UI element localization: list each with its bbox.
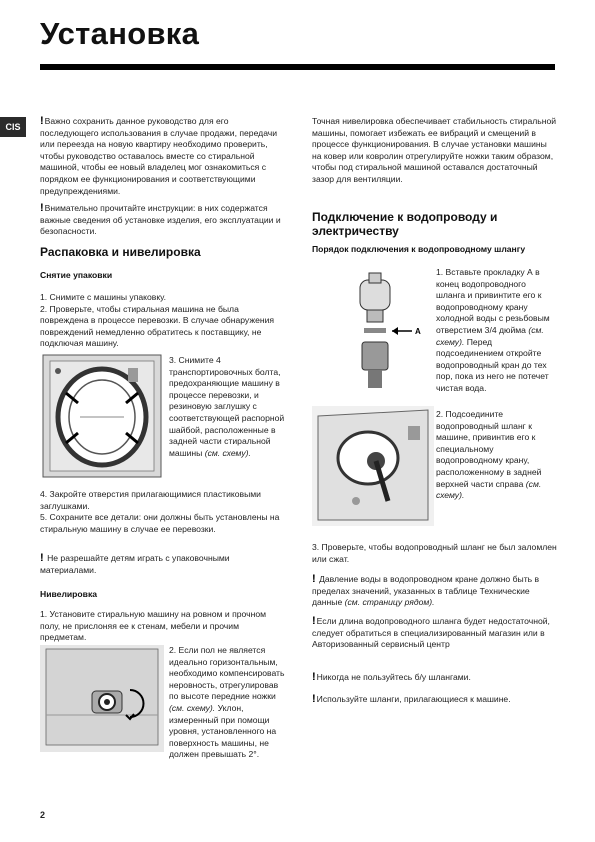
washer-back-diagram (40, 353, 164, 480)
warning-icon: ! (312, 615, 316, 627)
language-tab: CIS (0, 117, 26, 137)
warning-icon: ! (312, 573, 316, 585)
unpack-steps-1-2: 1. Снимите с машины упаковку. 2. Проверьте, чтобы стиральная машина не была повреждена в процессе перевозки. В случае обнаружения повреждений немедленно обратитесь к поставщику, не подключая машину. (40, 292, 275, 349)
section-title-unpacking: Распаковка и нивелировка (40, 245, 201, 259)
tap-hose-diagram (340, 270, 430, 390)
unpack-steps-4-5: 4. Закройте отверстия прилагающимися пластиковыми заглушками. 5. Сохраните все детали: они должны быть установлены на стиральную машину в случае ее перевозки. (40, 489, 280, 534)
hose-step-3: 3. Проверьте, чтобы водопроводный шланг не был заломлен или сжат. (312, 542, 557, 564)
warning-icon: ! (40, 202, 44, 214)
note-hose-length: !Если длина водопроводного шланга будет недостаточной, следует обратиться в специализированный магазин или в Авторизованный сервисный центр (312, 615, 550, 650)
unpack-warning: ! Не разрешайте детям играть с упаковочными материалами. (40, 552, 230, 575)
leveling-step-2: 2. Если пол не является идеально горизонтальным, необходимо компенсировать неровность, отрегулировав по высоте передние ножки (см. схему). Уклон, измеренный при помощи уровня, установленного на поверхность машины, не должен превышать 2°. (169, 645, 285, 760)
title-rule (40, 64, 555, 70)
hose-step-2: 2. Подсоедините водопроводный шланг к машине, привинтив его к специальному водопроводному крану, расположенному в задней верхней части справа (см. схему). (436, 409, 542, 501)
warning-icon: ! (312, 671, 316, 683)
page-number: 2 (40, 810, 46, 820)
heading-leveling: Нивелировка (40, 589, 98, 599)
gasket-label: A (415, 327, 421, 336)
warning-icon: ! (40, 552, 44, 564)
hose-step-1: 1. Вставьте прокладку А в конец водопроводного шланга и привинтите его к водопроводному крану холодной воды с резьбовым отверстием 3/4 дюйма (см. схему). Перед подсоединением откройте водопроводный кран до тех пор, пока из него не потечет чистая вода. (436, 267, 550, 393)
leveling-step-1: 1. Установите стиральную машину на ровном и прочном полу, не прислоняя ее к стенам, мебели и прочим предметам. (40, 609, 267, 643)
note-used-hoses: !Никогда не пользуйтесь б/у шлангами. (312, 671, 471, 683)
warning-icon: ! (40, 115, 44, 127)
unpack-step-3: 3. Снимите 4 транспортировочных болта, предохраняющие машину в процессе перевозки, и резиновую заглушку с соответствующей распорной шайбой, расположенные в задней части стиральной машины (см. схему). (169, 355, 285, 458)
leveling-accuracy-paragraph: Точная нивелировка обеспечивает стабильность стиральной машины, помогает избежать ее вибраций и смещений в процессе функционирования. В случае установки машины на ковер или ковролин отрегулируйте ножки таким образом, чтобы под стиральной машиной оставался достаточный зазор для вентиляции. (312, 116, 557, 184)
note-supplied-hoses: !Используйте шланги, прилагающиеся к машине. (312, 693, 511, 705)
heading-hose-connection: Порядок подключения к водопроводному шлангу (312, 244, 526, 254)
note-water-pressure: ! Давление воды в водопроводном кране должно быть в пределах значений, указанных в таблице Технические данные (см. страницу рядом). (312, 573, 540, 608)
warning-icon: ! (312, 693, 316, 705)
heading-remove-packing: Снятие упаковки (40, 270, 113, 280)
intro-note-1: !Важно сохранить данное руководство для его последующего использования в случае продажи, передачи или переезда на новую квартиру необходимо проверить, чтобы руководство оставалось вместе со стиральной машиной, чтобы ее новый владелец мог ознакомиться с порядком ее функционирования и соответствующими предупреждениями. (40, 115, 278, 196)
foot-adjust-diagram (40, 645, 164, 752)
section-title-water-connection: Подключение к водопроводу и электричеству (312, 210, 498, 238)
page-title: Установка (40, 16, 200, 51)
machine-connection-diagram (312, 406, 434, 526)
intro-note-2: !Внимательно прочитайте инструкции: в них содержатся важные сведения об установке изделия, его эксплуатации и безопасности. (40, 202, 281, 237)
